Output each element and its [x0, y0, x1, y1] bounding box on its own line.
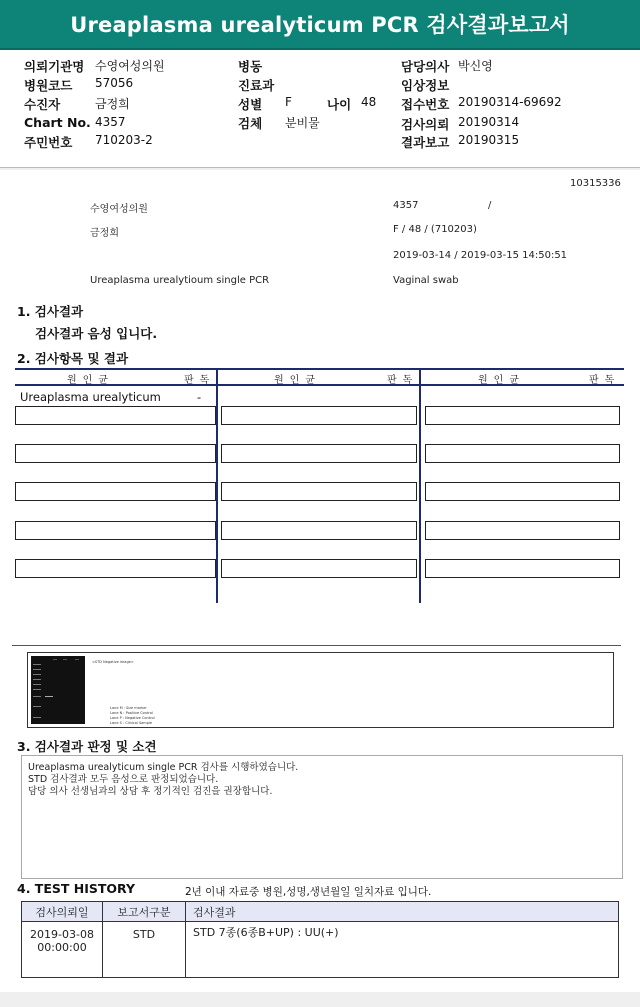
result-box	[15, 521, 216, 540]
info-value: 분비물	[285, 116, 320, 130]
gel-caption: <STD Negative image>	[92, 660, 134, 664]
info-label: 검사의뢰	[401, 117, 450, 132]
opinion-box	[21, 755, 623, 879]
grid-divider	[419, 368, 421, 603]
info-value: F	[285, 95, 292, 109]
info-label: 의뢰기관명	[24, 59, 85, 74]
info-label: 임상정보	[401, 78, 450, 93]
col-header-organism: 원인균	[67, 375, 114, 386]
history-time: 00:00:00	[37, 941, 87, 954]
col-header-judgement: 판독	[184, 375, 216, 386]
info-label: 병동	[238, 59, 263, 74]
report-clinic: 수영여성의원	[90, 204, 148, 215]
info-label: 병원코드	[24, 78, 73, 93]
result-box	[221, 521, 417, 540]
info-value: 수영여성의원	[95, 59, 165, 73]
result-box	[15, 559, 216, 578]
report-specimen: Vaginal swab	[393, 275, 459, 286]
opinion-line: 담당 의사 선생님과의 상담 후 정기적인 검진을 권장합니다.	[28, 786, 273, 797]
report-header	[0, 0, 640, 50]
test-item-name: Ureaplasma urealyticum	[20, 390, 161, 404]
result-box	[221, 559, 417, 578]
result-box	[221, 444, 417, 463]
info-label: 담당의사	[401, 59, 450, 74]
history-result: STD 7종(6종B+UP) : UU(+)	[186, 922, 619, 978]
report-patient: 금정희	[90, 228, 119, 239]
info-value: 20190315	[458, 133, 520, 147]
history-type: STD	[103, 922, 186, 978]
info-label: 주민번호	[24, 135, 73, 150]
result-box	[425, 406, 620, 425]
info-label: 성별	[238, 97, 263, 112]
info-label: 수진자	[24, 97, 61, 112]
info-value: 4357	[95, 115, 126, 129]
info-label: 결과보고	[401, 135, 450, 150]
grid-top-rule	[15, 368, 624, 370]
grid-divider	[216, 368, 218, 603]
report-chart: 4357	[393, 200, 419, 211]
history-date-cell	[22, 922, 103, 978]
history-col-result: 검사결과	[186, 902, 619, 922]
table-row[interactable]	[22, 922, 619, 978]
report-code: 10315336	[570, 178, 621, 189]
info-value: 57056	[95, 76, 134, 90]
info-value: 20190314	[458, 115, 520, 129]
history-note: 2년 이내 자료중 병원,성명,생년월일 일치자료 입니다.	[185, 886, 432, 898]
result-box	[15, 444, 216, 463]
history-header-row	[22, 902, 619, 922]
result-box	[221, 482, 417, 501]
info-label: 진료과	[238, 78, 275, 93]
report-test: Ureaplasma urealytioum single PCR	[90, 275, 270, 286]
info-value: 20190314-69692	[458, 95, 562, 109]
info-label: 접수번호	[401, 97, 450, 112]
patient-info-panel	[0, 50, 640, 168]
report-slash: /	[488, 200, 492, 211]
col-header-organism: 원인균	[478, 375, 525, 386]
report-dates: 2019-03-14 / 2019-03-15 14:50:51	[393, 250, 568, 261]
gel-image-panel	[27, 652, 614, 728]
col-header-organism: 원인균	[274, 375, 321, 386]
section3-heading: 3. 검사결과 판정 및 소견	[17, 739, 157, 754]
gel-legend: Lane N : Positive Control	[110, 711, 153, 715]
result-box	[425, 521, 620, 540]
info-value: 박신영	[458, 59, 493, 73]
gel-legend: Lane P : Negative Control	[110, 716, 155, 720]
report-title: Ureaplasma urealyticum PCR 검사결과보고서	[70, 13, 570, 37]
history-col-date: 검사의뢰일	[22, 902, 103, 922]
info-label: 나이	[327, 97, 352, 112]
gel-legend: Lane S : Clinical Sample	[110, 721, 153, 725]
history-date: 2019-03-08	[30, 928, 94, 941]
info-value: 48	[361, 95, 377, 109]
test-item-result: -	[197, 390, 202, 404]
section4-heading: 4. TEST HISTORY	[17, 881, 136, 896]
col-header-judgement: 판독	[387, 375, 419, 386]
opinion-line: STD 검사결과 모두 음성으로 판정되었습니다.	[28, 774, 219, 785]
history-col-type: 보고서구분	[103, 902, 186, 922]
info-value: 710203-2	[95, 133, 153, 147]
section1-heading: 1. 검사결과	[17, 304, 84, 319]
info-label: 검체	[238, 116, 263, 131]
result-box	[15, 482, 216, 501]
info-value: 금정희	[95, 97, 130, 111]
section-divider	[12, 645, 621, 646]
result-box	[425, 559, 620, 578]
section1-result: 검사결과 음성 입니다.	[35, 326, 158, 341]
result-box	[425, 444, 620, 463]
result-box	[15, 406, 216, 425]
result-box	[425, 482, 620, 501]
opinion-line: Ureaplasma urealyticum single PCR 검사를 시행하였습니다.	[28, 762, 299, 773]
info-label: Chart No.	[24, 115, 91, 130]
report-sex-age: F / 48 / (710203)	[393, 224, 477, 235]
result-box	[221, 406, 417, 425]
section2-heading: 2. 검사항목 및 결과	[17, 351, 129, 366]
gel-legend: Lane M : Size marker	[110, 706, 147, 710]
gel-electrophoresis-image	[31, 656, 85, 724]
col-header-judgement: 판독	[589, 375, 621, 386]
history-table	[21, 901, 619, 978]
